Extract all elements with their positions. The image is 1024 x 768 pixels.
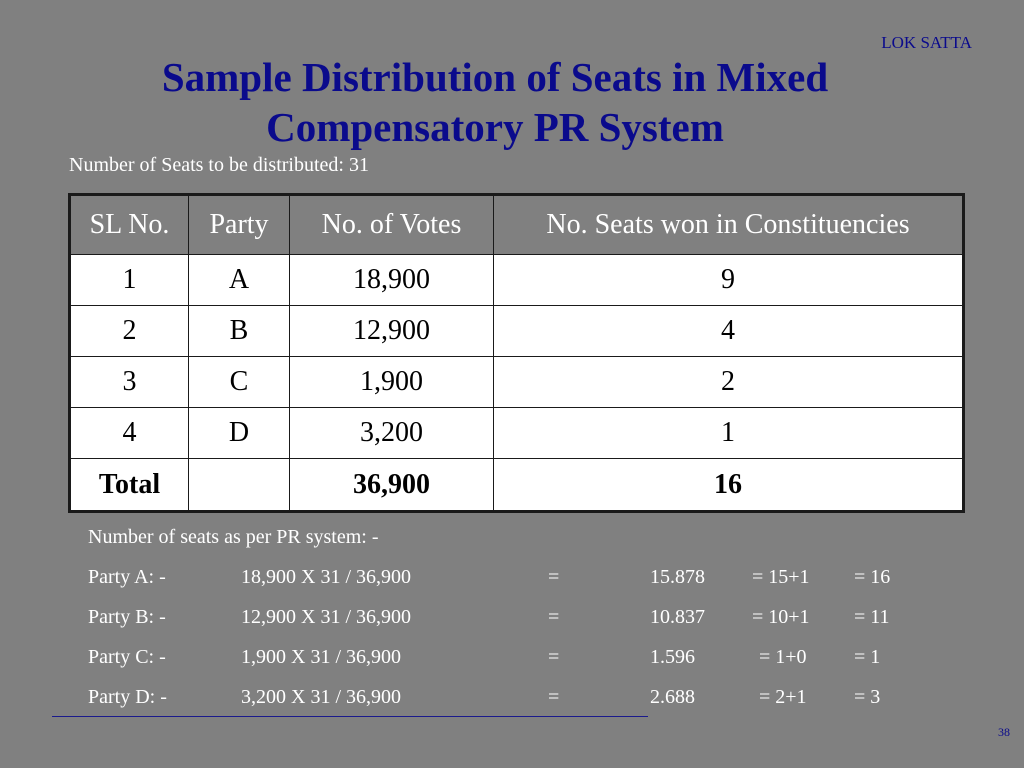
- calc-final: = 3: [854, 686, 881, 708]
- calc-formula: 18,900 X 31 / 36,900: [241, 566, 411, 588]
- table-header-row: [70, 195, 964, 255]
- cell-sl-no: 1: [70, 255, 189, 306]
- calc-equals: =: [548, 686, 560, 708]
- calc-equals: =: [548, 566, 560, 588]
- table-row: [70, 408, 964, 459]
- table-row: [70, 306, 964, 357]
- calc-result: 1.596: [650, 646, 695, 668]
- calc-equals: =: [548, 606, 560, 628]
- cell-seats-won: 2: [494, 357, 964, 408]
- cell-sl-no: 2: [70, 306, 189, 357]
- title-line-2: Compensatory PR System: [266, 104, 724, 150]
- calc-party: Party B: -: [88, 606, 166, 628]
- calc-final: = 11: [854, 606, 890, 628]
- seats-to-distribute: Number of Seats to be distributed: 31: [69, 154, 369, 176]
- total-votes: 36,900: [290, 459, 494, 512]
- table-row: [70, 255, 964, 306]
- table-total-row: [70, 459, 964, 512]
- calc-result: 10.837: [650, 606, 705, 628]
- calc-rounding: = 15+1: [752, 566, 810, 588]
- page-number: 38: [998, 725, 1010, 739]
- calc-formula: 12,900 X 31 / 36,900: [241, 606, 411, 628]
- total-seats: 16: [494, 459, 964, 512]
- calc-formula: 3,200 X 31 / 36,900: [241, 686, 401, 708]
- cell-party: A: [189, 255, 290, 306]
- cell-sl-no: 4: [70, 408, 189, 459]
- calc-rounding: = 10+1: [752, 606, 810, 628]
- total-label: Total: [70, 459, 189, 512]
- seats-table: [68, 193, 965, 513]
- cell-party: D: [189, 408, 290, 459]
- header-party: Party: [189, 195, 290, 255]
- cell-sl-no: 3: [70, 357, 189, 408]
- calc-result: 15.878: [650, 566, 705, 588]
- slide-title: [0, 52, 990, 152]
- calc-equals: =: [548, 646, 560, 668]
- title-line-1: Sample Distribution of Seats in Mixed: [161, 54, 829, 100]
- cell-votes: 18,900: [290, 255, 494, 306]
- divider-line: [52, 716, 648, 717]
- cell-party: B: [189, 306, 290, 357]
- calc-rounding: = 2+1: [759, 686, 807, 708]
- calc-final: = 16: [854, 566, 891, 588]
- header-seats-won: No. Seats won in Constituencies: [494, 195, 964, 255]
- cell-seats-won: 4: [494, 306, 964, 357]
- calc-heading-text: Number of seats as per PR system: -: [88, 526, 379, 548]
- header-votes: No. of Votes: [290, 195, 494, 255]
- header-sl-no: SL No.: [70, 195, 189, 255]
- cell-party: C: [189, 357, 290, 408]
- table-row: [70, 357, 964, 408]
- cell-votes: 12,900: [290, 306, 494, 357]
- calc-formula: 1,900 X 31 / 36,900: [241, 646, 401, 668]
- calc-result: 2.688: [650, 686, 695, 708]
- cell-seats-won: 1: [494, 408, 964, 459]
- calc-party: Party A: -: [88, 566, 166, 588]
- cell-votes: 3,200: [290, 408, 494, 459]
- cell-votes: 1,900: [290, 357, 494, 408]
- calc-party: Party D: -: [88, 686, 167, 708]
- calc-final: = 1: [854, 646, 881, 668]
- calc-party: Party C: -: [88, 646, 166, 668]
- calc-rounding: = 1+0: [759, 646, 807, 668]
- total-party: [189, 459, 290, 512]
- brand-label: LOK SATTA: [881, 33, 972, 52]
- cell-seats-won: 9: [494, 255, 964, 306]
